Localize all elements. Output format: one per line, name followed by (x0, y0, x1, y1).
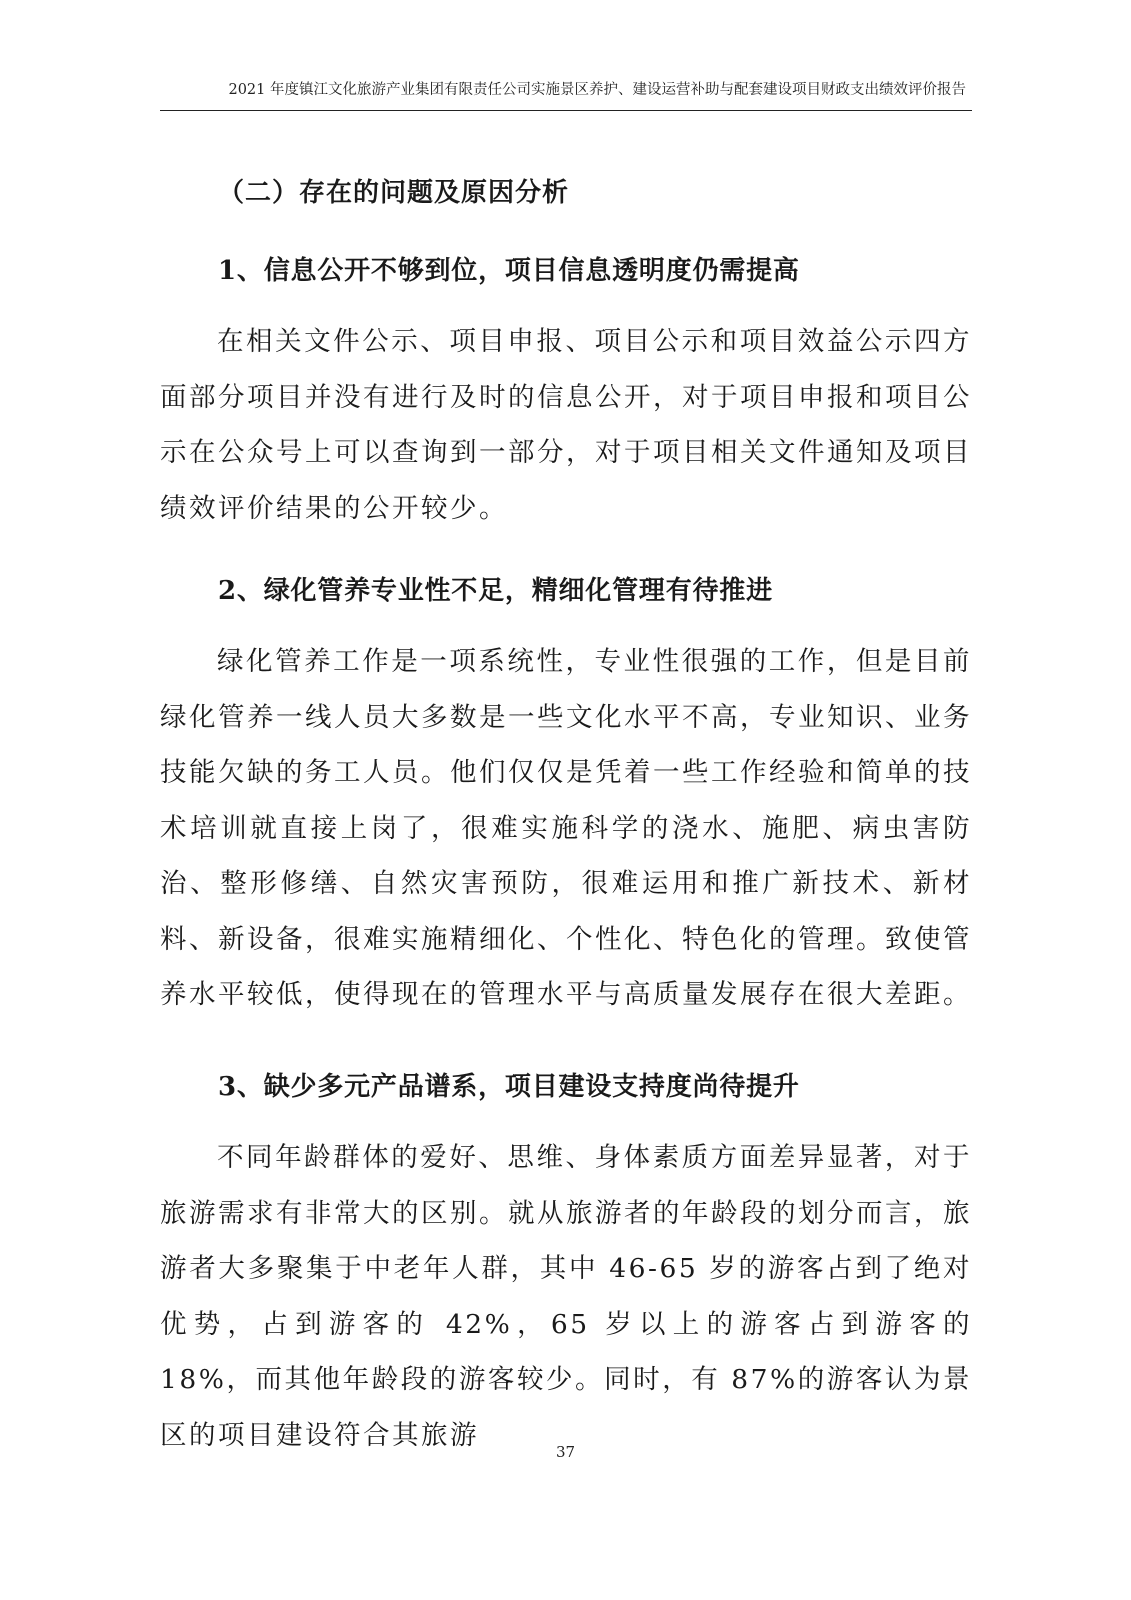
paragraph-2: 绿化管养工作是一项系统性，专业性很强的工作，但是目前绿化管养一线人员大多数是一些文化水平不高，专业知识、业务技能欠缺的务工人员。他们仅仅是凭着一些工作经验和简单的技术培训就直接上岗了，很难实施科学的浇水、施肥、病虫害防治、整形修缮、自然灾害预防，很难运用和推广新技术、新材料、新设备，很难实施精细化、个性化、特色化的管理。致使管养水平较低，使得现在的管理水平与高质量发展存在很大差距。 (160, 646, 972, 1010)
paragraph-3: 不同年龄群体的爱好、思维、身体素质方面差异显著，对于旅游需求有非常大的区别。就从旅游者的年龄段的划分而言，旅游者大多聚集于中老年人群，其中 46-65 岁的游客占到了绝对优势，占到游客的 42%，65 岁以上的游客占到游客的 18%，而其他年龄段的游客较少。同时，有 87%的游客认为景区的项目建设符合其旅游 (160, 1142, 972, 1451)
heading-2: 2、绿化管养专业性不足，精细化管理有待推进 (218, 576, 773, 606)
paragraph-1: 在相关文件公示、项目申报、项目公示和项目效益公示四方面部分项目并没有进行及时的信息公开，对于项目申报和项目公示在公众号上可以查询到一部分，对于项目相关文件通知及项目绩效评价结果的公开较少。 (160, 326, 972, 524)
heading-1: 1、信息公开不够到位，项目信息透明度仍需提高 (218, 256, 800, 286)
header-rule (160, 110, 972, 111)
page-number: 37 (555, 1443, 576, 1461)
section-title: （二）存在的问题及原因分析 (218, 178, 570, 208)
heading-3: 3、缺少多元产品谱系，项目建设支持度尚待提升 (218, 1072, 800, 1102)
running-header: 2021 年度镇江文化旅游产业集团有限责任公司实施景区养护、建设运营补助与配套建设项目财政支出绩效评价报告 (228, 82, 966, 98)
